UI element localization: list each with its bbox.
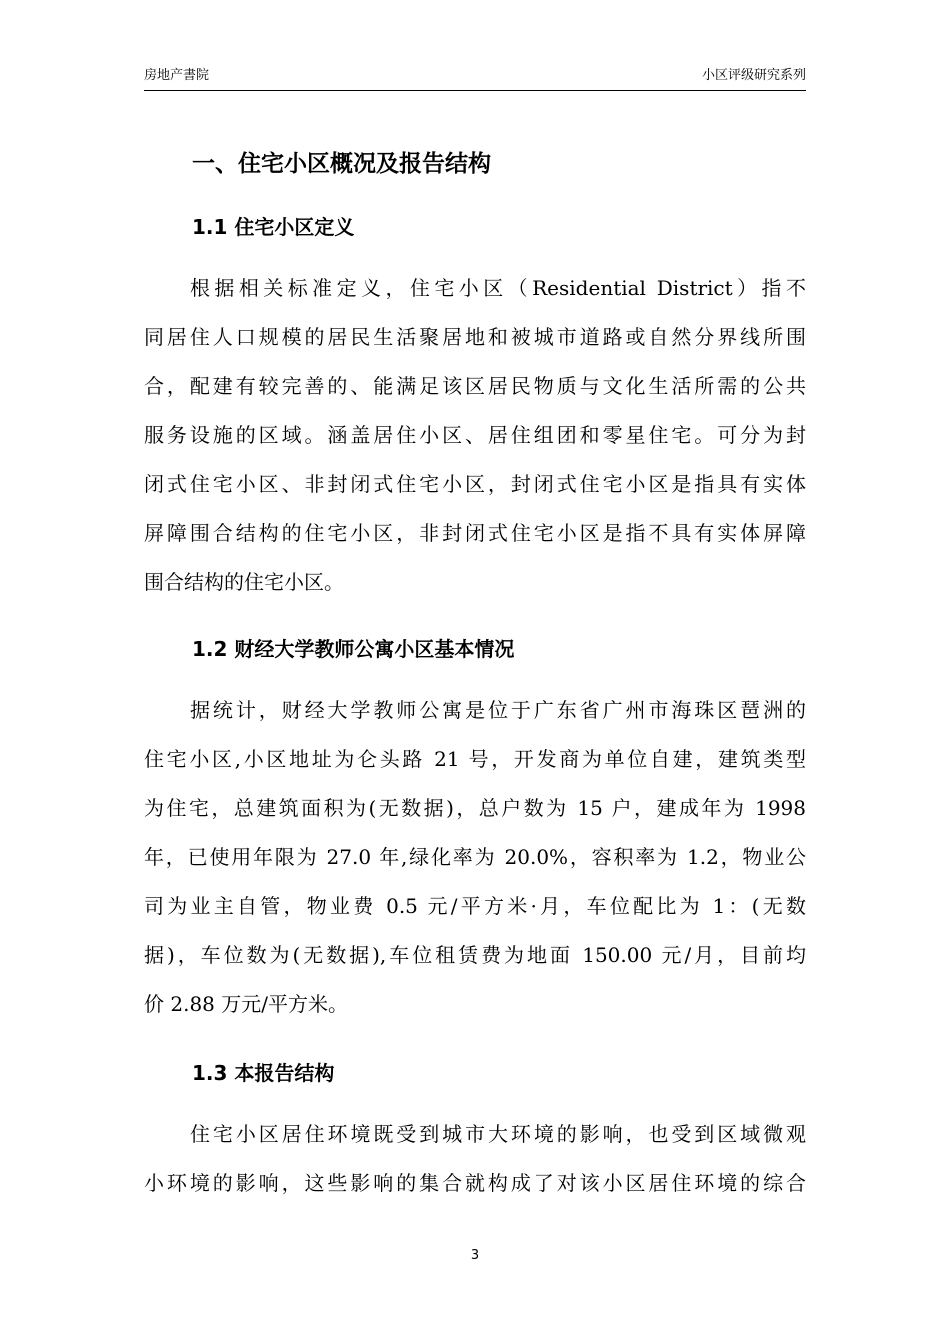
text-line: 为住宅，总建筑面积为(无数据)，总户数为 15 户，建成年为 1998: [144, 796, 806, 820]
text-line: 小环境的影响，这些影响的集合就构成了对该小区居住环境的综合: [144, 1171, 806, 1195]
text-line: 屏障围合结构的住宅小区，非封闭式住宅小区是指不具有实体屏障: [144, 521, 806, 545]
text-line: 闭式住宅小区、非封闭式住宅小区，封闭式住宅小区是指具有实体: [144, 472, 806, 496]
chapter-title: 一、住宅小区概况及报告结构: [192, 151, 491, 177]
section-heading-1-3: 1.3 本报告结构: [192, 1061, 335, 1085]
page-number: 3: [470, 1248, 480, 1263]
header-publisher: 房地产書院: [144, 68, 210, 83]
paragraph-basic-info: [144, 686, 806, 1029]
header-series-title: 小区评级研究系列: [701, 68, 806, 83]
text-line: 司为业主自管，物业费 0.5 元/平方米·月，车位配比为 1：(无数: [144, 894, 806, 918]
text-line: 服务设施的区域。涵盖居住小区、居住组团和零星住宅。可分为封: [144, 423, 806, 447]
paragraph-definition: [144, 264, 806, 607]
section-heading-1-2: 1.2 财经大学教师公寓小区基本情况: [192, 637, 515, 661]
text-line: 年，已使用年限为 27.0 年,绿化率为 20.0%，容积率为 1.2，物业公: [144, 845, 806, 869]
text-line: 根据相关标准定义，住宅小区（Residential District）指不: [190, 276, 806, 300]
section-heading-1-1: 1.1 住宅小区定义: [192, 215, 355, 239]
text-line: 围合结构的住宅小区。: [144, 570, 344, 594]
text-line: 住宅小区居住环境既受到城市大环境的影响，也受到区域微观: [190, 1122, 806, 1146]
text-line: 据)，车位数为(无数据),车位租赁费为地面 150.00 元/月，目前均: [144, 943, 806, 967]
text-line: 同居住人口规模的居民生活聚居地和被城市道路或自然分界线所围: [144, 325, 806, 349]
text-line: 合，配建有较完善的、能满足该区居民物质与文化生活所需的公共: [144, 374, 806, 398]
paragraph-report-structure: [144, 1110, 806, 1208]
text-line: 价 2.88 万元/平方米。: [144, 992, 348, 1016]
text-line: 据统计，财经大学教师公寓是位于广东省广州市海珠区琶洲的: [190, 698, 806, 722]
page-header: [144, 66, 806, 91]
text-line: 住宅小区,小区地址为仑头路 21 号，开发商为单位自建，建筑类型: [144, 747, 806, 771]
